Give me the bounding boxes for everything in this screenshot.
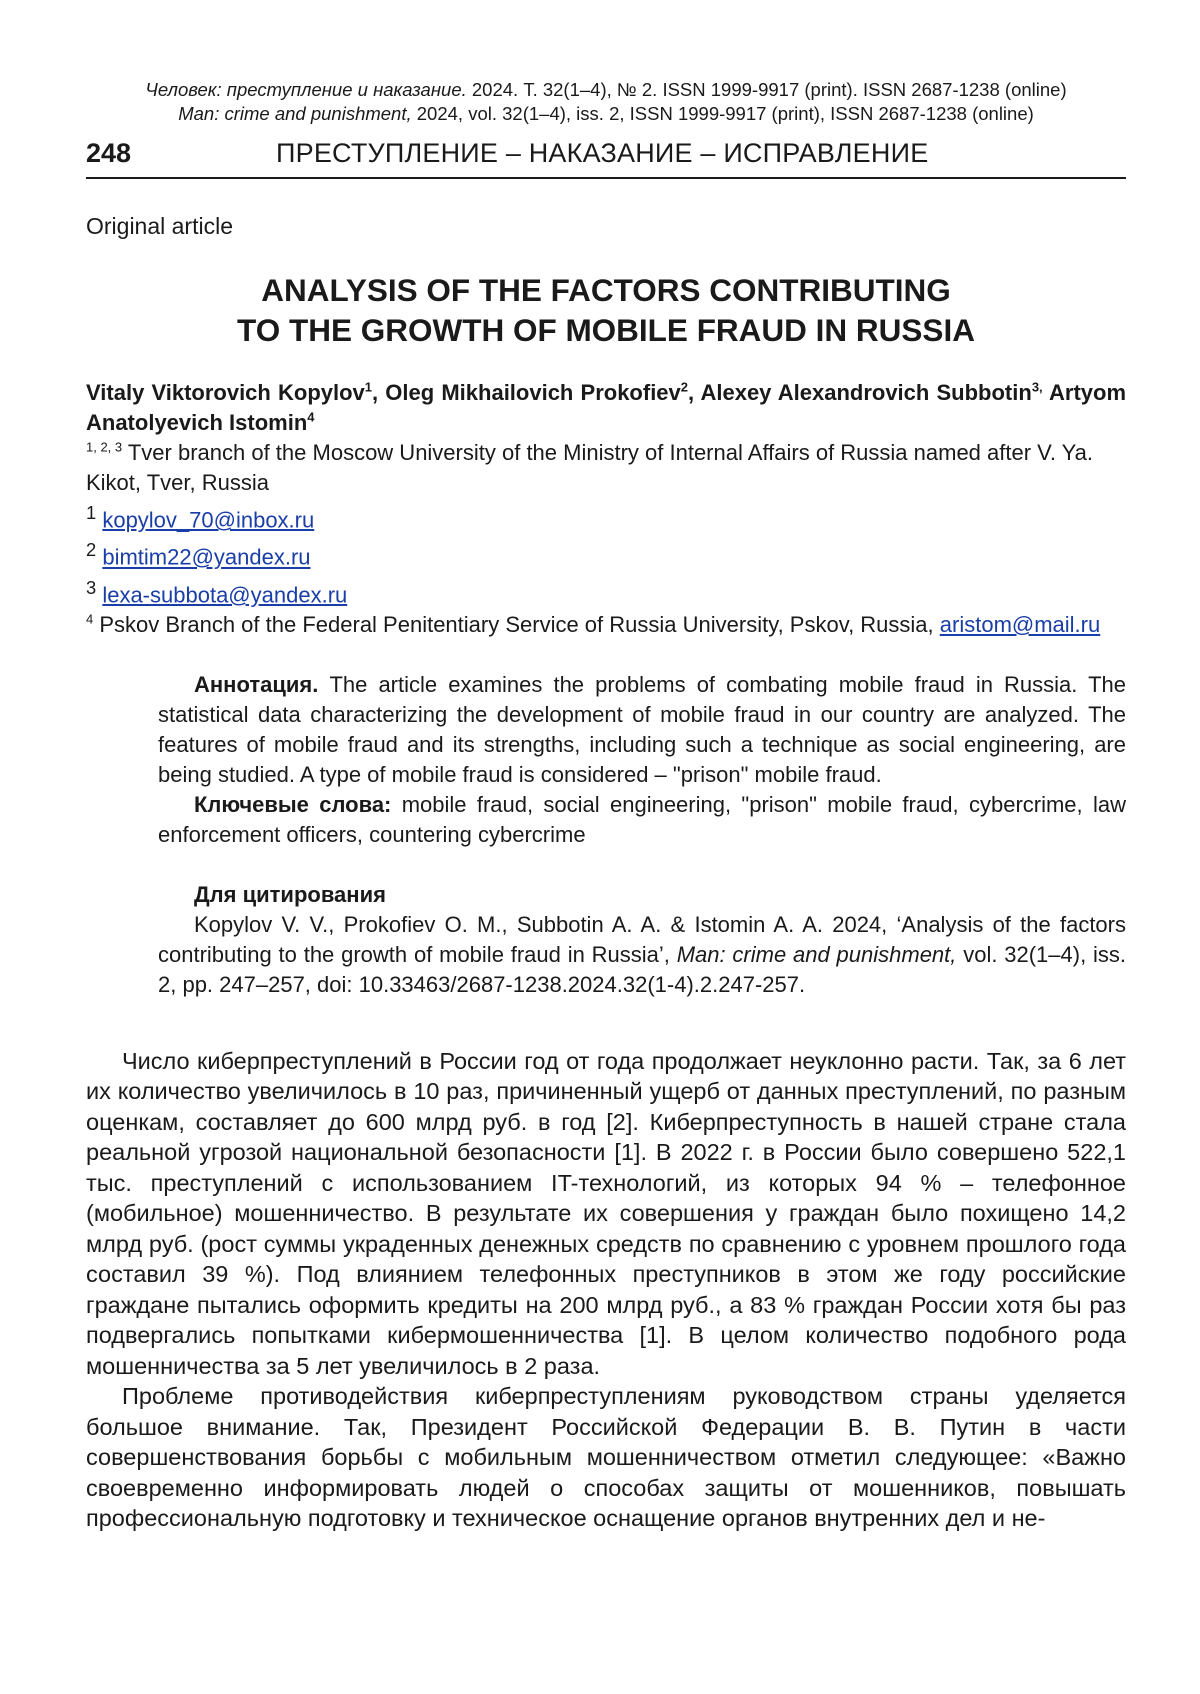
author-list: Vitaly Viktorovich Kopylov$^1$, Oleg Mikhailovich Prokofiev$^2$, Alexey Alexandrovich Subbotin$^{3,}$ Artyom Anatolyevich Istomin$^4$ <box>86 379 1127 435</box>
title-line-1: ANALYSIS OF THE FACTORS CONTRIBUTING <box>261 272 951 308</box>
title-line-2: TO THE GROWTH OF MOBILE FRAUD IN RUSSIA <box>237 312 975 348</box>
email-link[interactable]: kopylov_70@inbox.ru <box>102 507 315 533</box>
journal-citation-ru <box>86 78 1126 102</box>
article-body <box>86 1046 1126 1534</box>
journal-name-en: Man: crime and punishment, <box>178 103 412 124</box>
author-name: Artyom Anatolyevich Istomin <box>86 380 1127 435</box>
section-header <box>86 138 1126 179</box>
abstract-label: Аннотация. <box>194 671 319 697</box>
author-name: Oleg Mikhailovich Prokofiev <box>385 380 681 405</box>
affiliation-tver: $^{1, 2, 3}$ Tver branch of the Moscow University of the Ministry of Internal Affairs of Russia named after V. Ya. Kikot, Tver, Russia <box>86 439 1094 495</box>
journal-issue-en: 2024, vol. 32(1–4), iss. 2, ISSN 1999-9917 (print), ISSN 2687-1238 (online) <box>411 103 1034 124</box>
citation-heading: Для цитирования <box>194 881 386 907</box>
article-title <box>86 270 1126 350</box>
keywords: Ключевые слова: mobile fraud, social engineering, "prison" mobile fraud, cybercrime, law enforcement officers, countering cybercrime <box>158 791 1126 847</box>
journal-citation-en <box>86 102 1126 126</box>
author-email-line: $^3$ lexa-subbota@yandex.ru <box>86 576 348 607</box>
journal-issue-ru: 2024. Т. 32(1–4), № 2. ISSN 1999-9917 (print). ISSN 2687-1238 (online) <box>466 79 1067 100</box>
author-name: Alexey Alexandrovich Subbotin <box>700 380 1032 405</box>
author-email-line: $^1$ kopylov_70@inbox.ru <box>86 502 315 533</box>
author-affiliation-mark: 3, <box>1031 379 1043 395</box>
body-paragraph: Число киберпреступлений в России год от года продолжает неуклонно расти. Так, за 6 лет их количество увеличилось в 10 раз, причиненный ущерб от данных преступлений, по разным оценкам, составляет до 600 млрд руб. в год [2]. Киберпреступность в нашей стране стала реальной угрозой национальной безопасности [1]. В 2022 г. в России было совершено 522,1 тыс. преступлений с использованием IT-технологий, из которых 94 % – телефонное (мобильное) мошенничество. В результате их совершения у граждан было похищено 14,2 млрд руб. (рост суммы украденных денежных средств по сравнению с уровнем прошлого года составил 39 %). Под влиянием телефонных преступников в этом же году российские граждане пытались оформить кредиты на 200 млрд руб., а 83 % граждан России хотя бы раз подвергались попытками кибермошенничества [1]. В целом количество подобного рода мошенничества за 5 лет увеличилось в 2 раза. <box>86 1047 1126 1379</box>
affiliation-pskov: $^4$ Pskov Branch of the Federal Penitentiary Service of Russia University, Pskov, Russia, aristom@mail.ru <box>86 611 1101 637</box>
body-paragraph: Проблеме противодействия киберпреступлениям руководством страны уделяется большое внимание. Так, Президент Российской Федерации В. В. Путин в части совершенствования борьбы с мобильным мошенничеством отметил следующее: «Важно своевременно информировать людей о способах защиты от мошенников, повышать профессиональную подготовку и техническое оснащение органов внутренних дел и не- <box>86 1383 1126 1532</box>
author-email-line: $^2$ bimtim22@yandex.ru <box>86 539 311 570</box>
author-name: Vitaly Viktorovich Kopylov <box>86 380 365 405</box>
section-title: ПРЕСТУПЛЕНИЕ – НАКАЗАНИЕ – ИСПРАВЛЕНИЕ <box>276 138 929 168</box>
author-affiliation-mark: 1 <box>364 379 373 395</box>
email-link[interactable]: lexa-subbota@yandex.ru <box>102 581 348 607</box>
abstract: Аннотация. The article examines the problems of combating mobile fraud in Russia. The statistical data characterizing the development of mobile fraud in our country are analyzed. The features of mobile fraud and its strengths, including such a technique as social engineering, are being studied. A type of mobile fraud is considered – "prison" mobile fraud. <box>158 671 1126 787</box>
citation-text: Kopylov V. V., Prokofiev O. M., Subbotin A. A. & Istomin A. A. 2024, ‘Analysis of the factors contributing to the growth of mobile fraud in Russia’, Man: crime and punishment, vol. 32(1–4), iss. 2, pp. 247–257, doi: 10.33463/2687-1238.2024.32(1-4).2.247-257. <box>158 911 1127 997</box>
email-link[interactable]: aristom@mail.ru <box>939 611 1101 637</box>
email-link[interactable]: bimtim22@yandex.ru <box>102 544 311 570</box>
article-type: Original article <box>86 213 233 239</box>
journal-name-ru: Человек: преступление и наказание. <box>145 79 467 100</box>
page-number: 248 <box>86 138 132 168</box>
article-page <box>86 78 1126 1534</box>
abstract-block <box>158 670 1126 1000</box>
author-affiliation-mark: 2 <box>680 379 689 395</box>
author-affiliation-mark: 4 <box>307 409 315 425</box>
keywords-label: Ключевые слова: <box>194 791 392 817</box>
